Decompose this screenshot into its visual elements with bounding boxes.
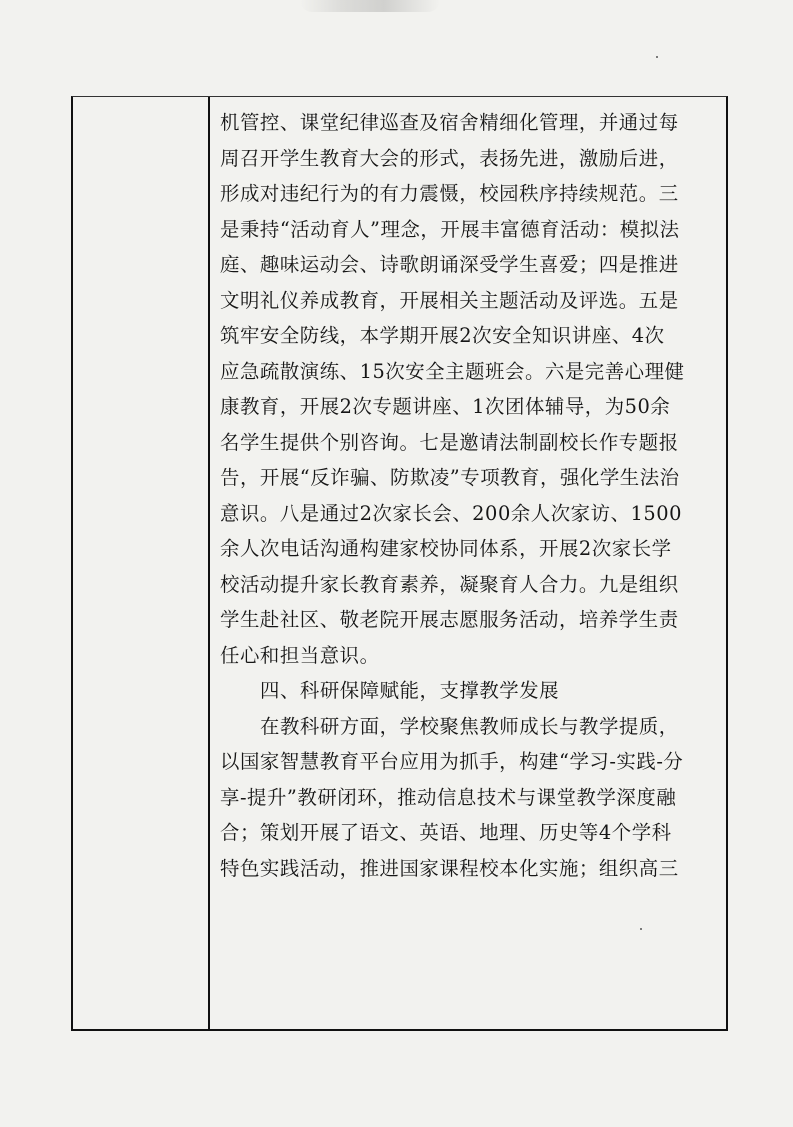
text-line: 合；策划开展了语文、英语、地理、历史等4个学科: [220, 821, 672, 844]
text-line: 学生赴社区、敬老院开展志愿服务活动，培养学生责: [220, 608, 679, 631]
text-line: 告，开展“反诈骗、防欺凌”专项教育，强化学生法治: [220, 466, 680, 489]
text-line: 庭、趣味运动会、诗歌朗诵深受学生喜爱；四是推进: [220, 253, 679, 276]
table-content-column: [212, 97, 726, 1029]
text-line: 余人次电话沟通构建家校协同体系，开展2次家长学: [220, 537, 672, 560]
text-line: 周召开学生教育大会的形式，表扬先进，激励后进，: [220, 146, 679, 170]
scan-artifact: [300, 0, 440, 12]
paragraph-first-line: 在教科研方面，学校聚焦教师成长与教学提质，: [260, 714, 679, 738]
text-line: 名学生提供个别咨询。七是邀请法制副校长作专题报: [220, 430, 679, 454]
text-line: 筑牢安全防线，本学期开展2次安全知识讲座、4次: [220, 324, 665, 347]
section-heading: 四、科研保障赋能，支撑教学发展: [260, 679, 560, 702]
table-label-column: [73, 97, 210, 1029]
text-line: 任心和担当意识。: [220, 643, 380, 667]
scan-speck: [656, 56, 658, 58]
form-table: [71, 96, 728, 1031]
text-line: 以国家智慧教育平台应用为抓手，构建“学习-实践-分: [220, 750, 684, 773]
text-line: 校活动提升家长教育素养，凝聚育人合力。九是组织: [220, 572, 679, 596]
text-line: 享-提升”教研闭环，推动信息技术与课堂教学深度融: [220, 785, 677, 809]
body-text: [220, 105, 720, 886]
text-line: 文明礼仪养成教育，开展相关主题活动及评选。五是: [220, 288, 679, 312]
text-line: 特色实践活动，推进国家课程校本化实施；组织高三: [220, 856, 679, 880]
text-line: 应急疏散演练、15次安全主题班会。六是完善心理健: [220, 359, 685, 383]
text-line: 机管控、课堂纪律巡查及宿舍精细化管理，并通过每: [220, 111, 679, 134]
text-line: 康教育，开展2次专题讲座、1次团体辅导，为50余: [220, 395, 671, 418]
text-line: 是秉持“活动育人”理念，开展丰富德育活动：模拟法: [220, 217, 680, 241]
text-line: 意识。八是通过2次家长会、200余人次家访、1500: [220, 501, 683, 525]
text-line: 形成对违纪行为的有力震慑，校园秩序持续规范。三: [220, 182, 679, 205]
